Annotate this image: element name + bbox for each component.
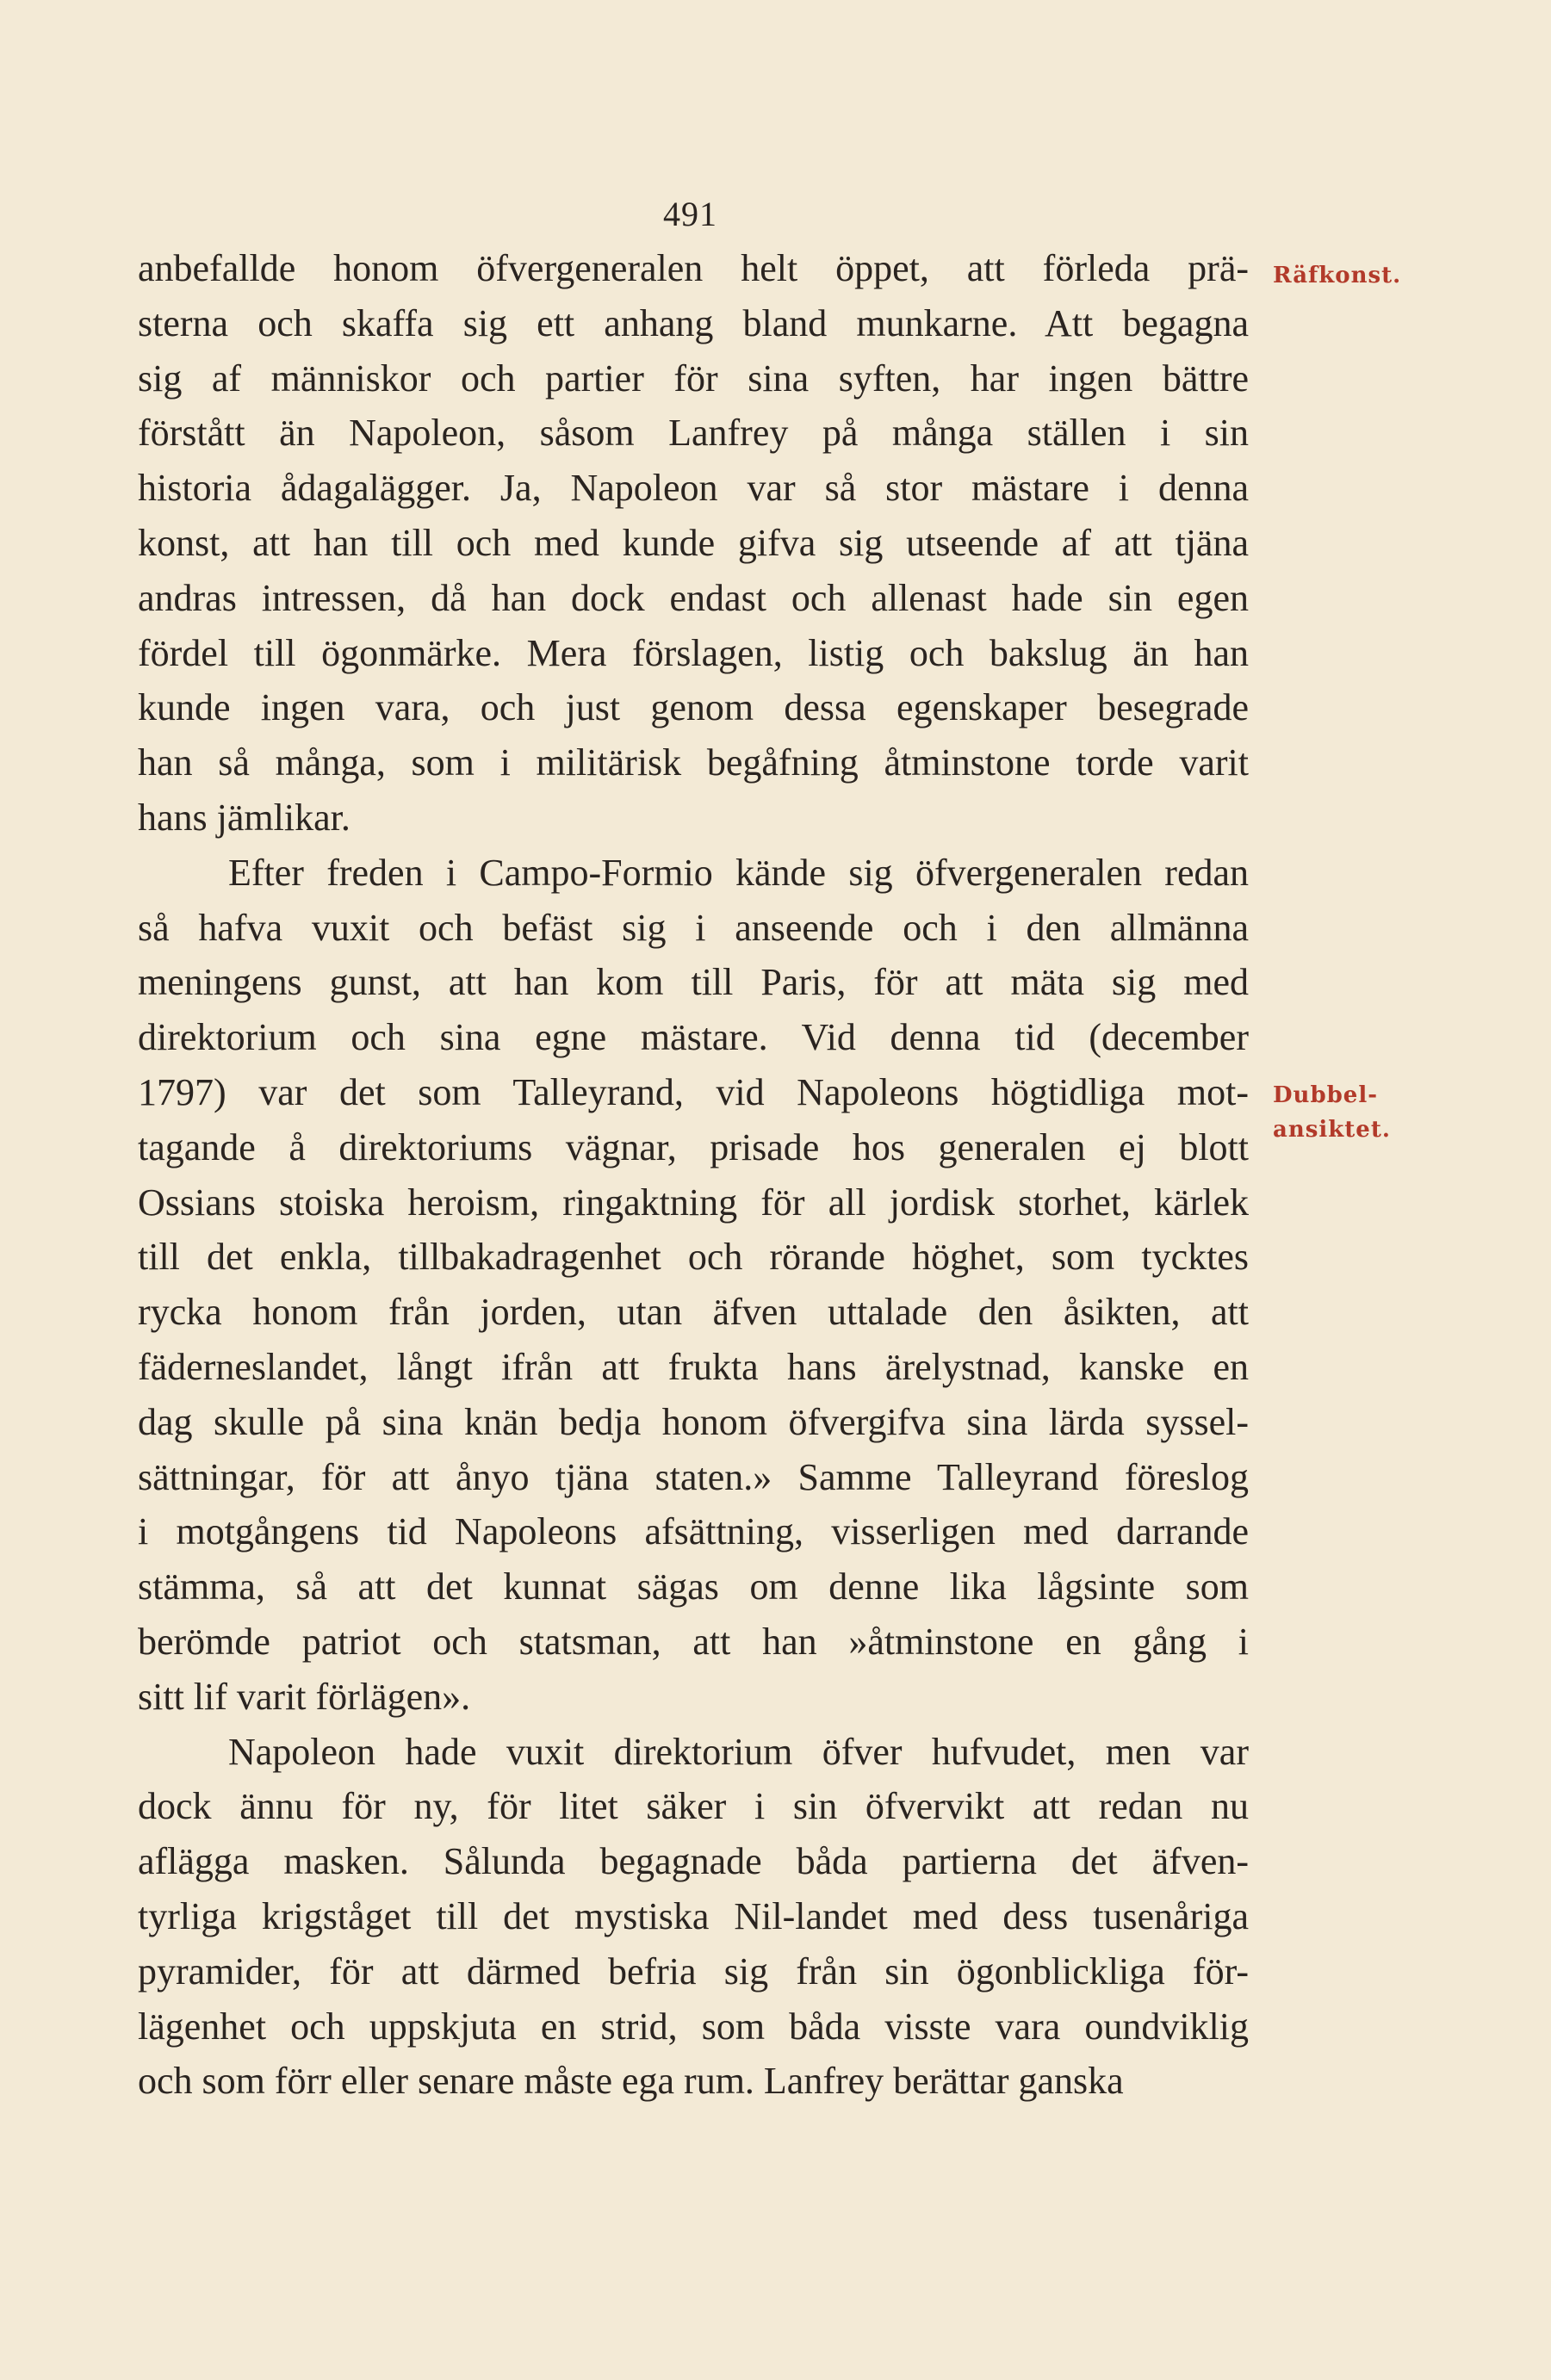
margin-note-line: Räfkonst. <box>1273 263 1402 288</box>
margin-note-line: Dubbel- <box>1273 1082 1379 1108</box>
text-line: dock ännu för ny, för litet säker i sin öfvervikt att redan nu <box>138 1785 1249 1828</box>
text-line: kunde ingen vara, och just genom dessa egenskaper besegrade <box>138 686 1249 729</box>
text-line: historia ådagalägger. Ja, Napoleon var så stor mästare i denna <box>138 467 1249 510</box>
paragraph <box>138 241 1249 846</box>
text-line: berömde patriot och statsman, att han »åtminstone en gång i <box>138 1620 1249 1663</box>
text-line: och som förr eller senare måste ega rum. Lanfrey berättar ganska <box>138 2060 1124 2103</box>
text-line: han så många, som i militärisk begåfning åtminstone torde varit <box>138 741 1249 784</box>
margin-note-line: ansiktet. <box>1273 1117 1391 1143</box>
text-line: 1797) var det som Talleyrand, vid Napoleons högtidliga mot- <box>138 1070 1249 1113</box>
text-line: rycka honom från jorden, utan äfven uttalade den åsikten, att <box>138 1291 1249 1334</box>
text-line: andras intressen, då han dock endast och allenast hade sin egen <box>138 576 1249 619</box>
margin-note-dubbelansiktet <box>1273 1078 1391 1147</box>
text-line: hans jämlikar. <box>138 796 351 839</box>
text-line: förstått än Napoleon, såsom Lanfrey på många ställen i sin <box>138 412 1249 455</box>
text-line: i motgångens tid Napoleons afsättning, visserligen med darrande <box>138 1510 1249 1553</box>
text-line: sättningar, för att ånyo tjäna staten.» Samme Talleyrand föreslog <box>138 1455 1249 1498</box>
text-line: meningens gunst, att han kom till Paris, för att mäta sig med <box>138 961 1249 1004</box>
text-line: tagande å direktoriums vägnar, prisade hos generalen ej blott <box>138 1125 1249 1168</box>
text-line: tyrliga krigståget till det mystiska Nil-landet med dess tusenåriga <box>138 1894 1249 1937</box>
text-line: dag skulle på sina knän bedja honom öfvergifva sina lärda syssel- <box>138 1400 1249 1443</box>
paragraph <box>138 1725 1249 2110</box>
text-line: fäderneslandet, långt ifrån att frukta hans ärelystnad, kanske en <box>138 1345 1249 1388</box>
text-line: direktorium och sina egne mästare. Vid denna tid (december <box>138 1016 1249 1059</box>
text-line: konst, att han till och med kunde gifva sig utseende af att tjäna <box>138 521 1249 564</box>
page-number: 491 <box>663 195 717 233</box>
text-line: fördel till ögonmärke. Mera förslagen, listig och bakslug än han <box>138 631 1249 674</box>
text-line: Ossians stoiska heroism, ringaktning för all jordisk storhet, kärlek <box>138 1181 1249 1224</box>
text-line: anbefallde honom öfvergeneralen helt öppet, att förleda prä- <box>138 247 1249 289</box>
text-line: sitt lif varit förlägen». <box>138 1675 471 1718</box>
text-line: sterna och skaffa sig ett anhang bland munkarne. Att begagna <box>138 301 1249 344</box>
text-line: sig af människor och partier för sina syften, har ingen bättre <box>138 356 1249 400</box>
margin-note-rafkonst <box>1273 258 1401 293</box>
text-line: stämma, så att det kunnat sägas om denne lika lågsinte som <box>138 1565 1249 1608</box>
text-line: aflägga masken. Sålunda begagnade båda partierna det äfven- <box>138 1840 1249 1883</box>
text-line: pyramider, för att därmed befria sig från sin ögonblickliga för- <box>138 1949 1249 1993</box>
text-line: till det enkla, tillbakadragenhet och rörande höghet, som tycktes <box>138 1236 1249 1279</box>
text-line: så hafva vuxit och befäst sig i anseende och i den allmänna <box>138 906 1249 949</box>
text-line: lägenhet och uppskjuta en strid, som båda visste vara oundviklig <box>138 2005 1249 2048</box>
paragraph <box>138 846 1249 1725</box>
text-line: Napoleon hade vuxit direktorium öfver hufvudet, men var <box>228 1730 1249 1773</box>
body-text <box>138 241 1249 2109</box>
text-line: Efter freden i Campo-Formio kände sig öfvergeneralen redan <box>228 851 1249 894</box>
